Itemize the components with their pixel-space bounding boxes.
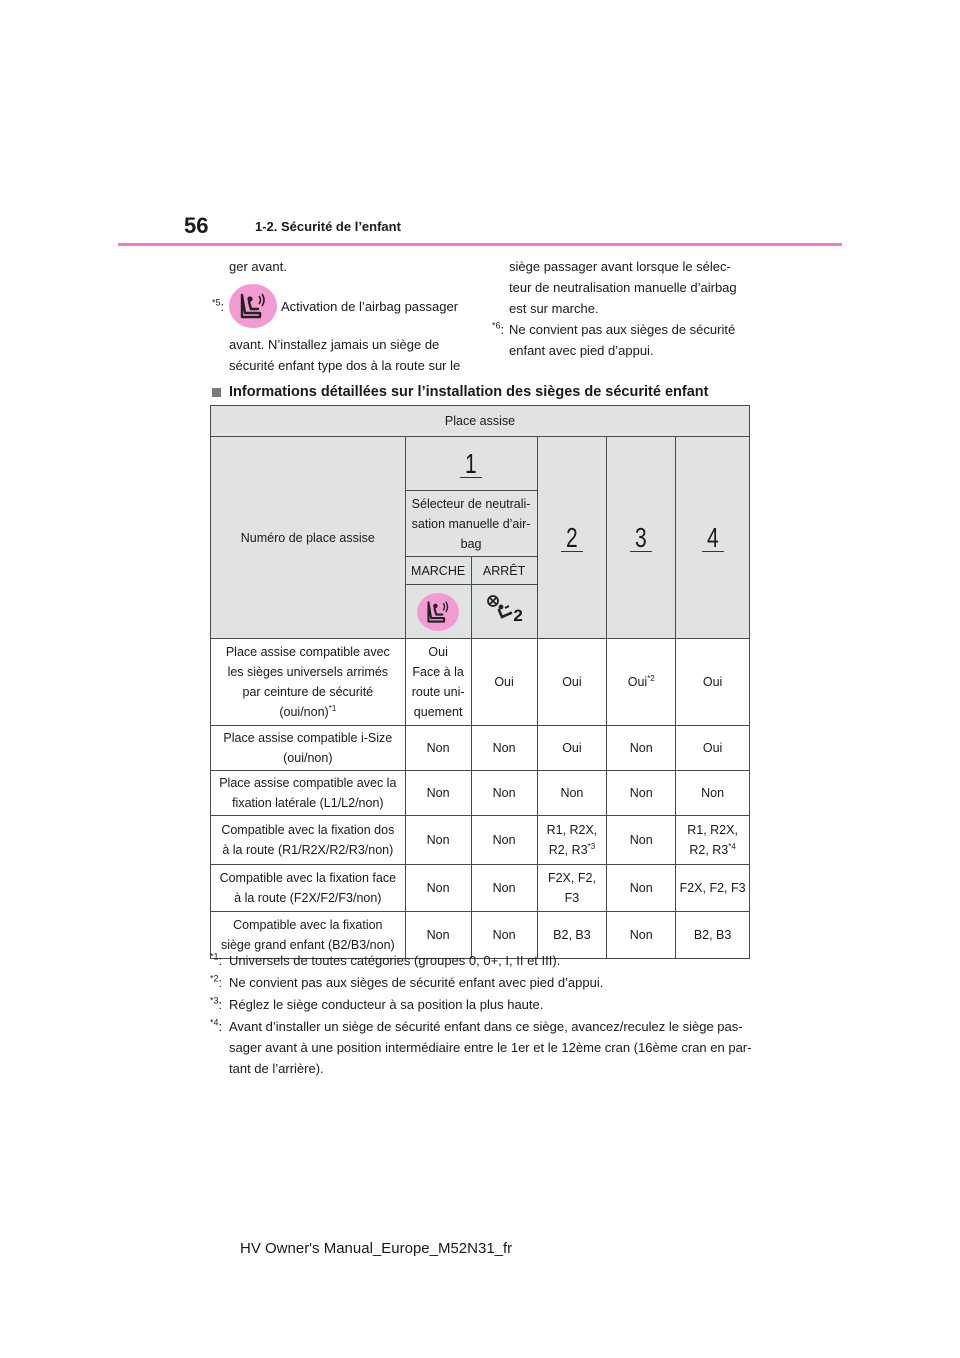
- airbag-off-child-seat-icon: 2: [485, 594, 522, 624]
- table-cell: Oui Face à la route uni- quement: [405, 639, 471, 726]
- footnote-4: $^{*4}$: Avant d’installer un siège de sécurité enfant dans ce siège, avancez/reculez le siège pas- sager avant à une position intermédiaire entre le 1er et le 12ème cran (16ème cran en par- tant de l’arrière).: [210, 1017, 752, 1076]
- airbag-selector-label: Sélecteur de neutrali- sation manuelle d’air- bag: [405, 491, 537, 557]
- footnote-6-mark: $^{*6}$:: [492, 320, 505, 337]
- table-cell: Non: [405, 726, 471, 771]
- table-cell: R1, R2X, R2, R3$^{*4}$: [676, 816, 750, 865]
- seat-number-4: 4: [676, 437, 750, 639]
- footnote-2: $^{*2}$: Ne convient pas aux sièges de sécurité enfant avec pied d’appui.: [210, 973, 604, 990]
- square-bullet-icon: [212, 388, 221, 397]
- table-cell: B2, B3: [676, 912, 750, 959]
- table-cell: Oui: [537, 726, 607, 771]
- airbag-on-child-seat-icon: [417, 593, 459, 631]
- table-cell: Oui$^{*2}$: [607, 639, 676, 726]
- footnote-5-text-continued: avant. N’installez jamais un siège de: [229, 337, 440, 352]
- table-cell: Non: [405, 865, 471, 912]
- airbag-on-icon-cell: [405, 585, 471, 639]
- footnote-5-text: Activation de l’airbag passager: [281, 298, 459, 314]
- airbag-on-child-seat-icon: [229, 284, 277, 328]
- table-cell: Non: [405, 816, 471, 865]
- seat-number-2: 2: [537, 437, 607, 639]
- table-cell: Non: [405, 912, 471, 959]
- table-cell: Oui: [676, 639, 750, 726]
- footnote-5-text-continued: sécurité enfant type dos à la route sur le: [229, 358, 461, 373]
- table-row: [211, 639, 750, 726]
- table-row: [211, 437, 750, 491]
- table-cell: Non: [607, 726, 676, 771]
- table-cell: B2, B3: [537, 912, 607, 959]
- row-header-label: Numéro de place assise: [211, 437, 406, 639]
- table-cell: Non: [676, 771, 750, 816]
- footnote-6-text-continued: enfant avec pied d’appui.: [509, 343, 654, 358]
- footnote-5-line: [212, 281, 474, 331]
- table-cell: Oui: [676, 726, 750, 771]
- table-footnotes: [210, 950, 755, 1080]
- row-label: Compatible avec la fixation siège grand enfant (B2/B3/non): [211, 912, 406, 959]
- table-cell: Non: [537, 771, 607, 816]
- switch-on-label: MARCHE: [405, 557, 471, 585]
- row-label: Place assise compatible i-Size (oui/non): [211, 726, 406, 771]
- table-row: [211, 816, 750, 865]
- table-cell: Non: [607, 816, 676, 865]
- table-cell: Non: [405, 771, 471, 816]
- page-number: 56: [184, 213, 209, 238]
- table-cell: R1, R2X, R2, R3$^{*3}$: [537, 816, 607, 865]
- table-row: [211, 865, 750, 912]
- section-title: 1-2. Sécurité de l’enfant: [255, 219, 401, 234]
- intro-right-line: siège passager avant lorsque le sélec-: [509, 259, 731, 274]
- subheading-text: Informations détaillées sur l’installation des sièges de sécurité enfant: [229, 384, 709, 400]
- switch-off-label: ARRÊT: [471, 557, 537, 585]
- intro-left-line: ger avant.: [229, 259, 287, 274]
- intro-right-column: [492, 256, 754, 361]
- table-cell: Non: [471, 726, 537, 771]
- table-cell: Oui: [471, 639, 537, 726]
- table-cell: Oui: [537, 639, 607, 726]
- airbag-off-icon-cell: [471, 585, 537, 639]
- table-cell: F2X, F2, F3: [676, 865, 750, 912]
- row-label: Compatible avec la fixation dos à la route (R1/R2X/R2/R3/non): [211, 816, 406, 865]
- row-label: Place assise compatible avec la fixation latérale (L1/L2/non): [211, 771, 406, 816]
- table-cell: Non: [471, 816, 537, 865]
- table-row: [211, 726, 750, 771]
- table-cell: Non: [607, 912, 676, 959]
- table-row: [211, 771, 750, 816]
- intro-right-line: est sur marche.: [509, 301, 599, 316]
- table-row: [211, 406, 750, 437]
- table-cell: F2X, F2, F3: [537, 865, 607, 912]
- table-cell: Non: [607, 865, 676, 912]
- row-label: Compatible avec la fixation face à la route (F2X/F2/F3/non): [211, 865, 406, 912]
- table-title: Place assise: [211, 406, 750, 437]
- footnote-1: $^{*1}$: Universels de toutes catégories (groupes 0, 0+, I, II et III).: [210, 951, 561, 968]
- footnote-5-mark: $^{*5}$:: [212, 297, 225, 314]
- seat-number-1: 1: [405, 437, 537, 491]
- table-cell: Non: [471, 912, 537, 959]
- row-label: Place assise compatible avec les sièges universels arrimés par ceinture de sécurité $(oui/non)^{*1}$: [211, 639, 406, 726]
- table-cell: Non: [607, 771, 676, 816]
- footnote-3: $^{*3}$: Réglez le siège conducteur à sa position la plus haute.: [210, 995, 544, 1012]
- intro-right-line: teur de neutralisation manuelle d’airbag: [509, 280, 737, 295]
- table-cell: Non: [471, 865, 537, 912]
- seat-installation-table: [210, 405, 750, 959]
- header-rule: [118, 243, 842, 246]
- seat-number-3: 3: [607, 437, 676, 639]
- footnote-6-text: Ne convient pas aux sièges de sécurité: [509, 322, 736, 337]
- subheading: [212, 384, 708, 400]
- footnote-6: [492, 319, 754, 340]
- table-cell: Non: [471, 771, 537, 816]
- manual-footer: HV Owner's Manual_Europe_M52N31_fr: [240, 1240, 513, 1257]
- intro-left-column: [212, 256, 474, 376]
